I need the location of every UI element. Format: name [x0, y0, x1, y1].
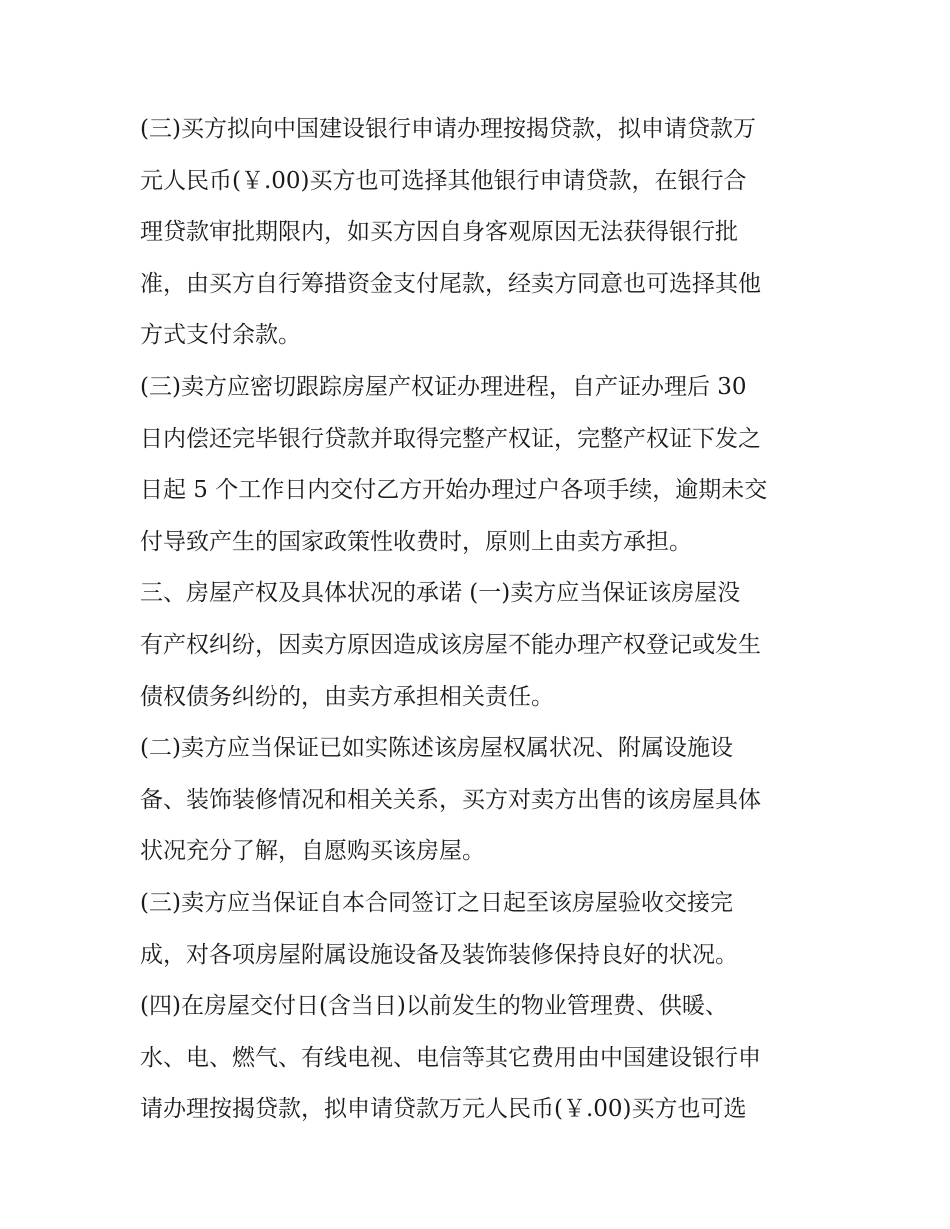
text-line: 付导致产生的国家政策性收费时，原则上由卖方承担。 — [140, 528, 692, 555]
text-line: (三)买方拟向中国建设银行申请办理按揭贷款，拟申请贷款万 — [140, 116, 756, 142]
document-body — [140, 104, 820, 1136]
text-line: (三)卖方应密切跟踪房屋产权证办理进程，自产证办理后 30 — [140, 373, 747, 400]
text-line: 请办理按揭贷款，拟申请贷款万元人民币(￥.00)买方也可选 — [140, 1096, 747, 1123]
text-line: (四)在房屋交付日(含当日)以前发生的物业管理费、供暖、 — [140, 993, 728, 1020]
text-line: 债权债务纠纷的，由卖方承担相关责任。 — [140, 683, 554, 710]
text-line: 方式支付余款。 — [140, 322, 301, 349]
text-line: 准，由买方自行筹措资金支付尾款，经卖方同意也可选择其他 — [140, 270, 761, 297]
text-line: (三)卖方应当保证自本合同签订之日起至该房屋验收交接完 — [140, 889, 733, 916]
text-line: 三、房屋产权及具体状况的承诺 (一)卖方应当保证该房屋没 — [140, 580, 741, 607]
text-line: 有产权纠纷，因卖方原因造成该房屋不能办理产权登记或发生 — [140, 631, 761, 658]
text-line: 理贷款审批期限内，如买方因自身客观原因无法获得银行批 — [140, 219, 738, 246]
text-line: (二)卖方应当保证已如实陈述该房屋权属状况、附属设施设 — [140, 735, 733, 762]
text-line: 成，对各项房屋附属设施设备及装饰装修保持良好的状况。 — [140, 941, 738, 968]
text-line: 备、装饰装修情况和相关关系，买方对卖方出售的该房屋具体 — [140, 786, 761, 813]
text-line: 水、电、燃气、有线电视、电信等其它费用由中国建设银行申 — [140, 1044, 761, 1071]
text-line: 状况充分了解，自愿购买该房屋。 — [140, 838, 485, 865]
text-line: 日内偿还完毕银行贷款并取得完整产权证，完整产权证下发之 — [140, 425, 761, 452]
text-line: 日起 5 个工作日内交付乙方开始办理过户各项手续，逾期未交 — [140, 477, 768, 504]
text-line: 元人民币(￥.00)买方也可选择其他银行申请贷款，在银行合 — [140, 167, 747, 194]
